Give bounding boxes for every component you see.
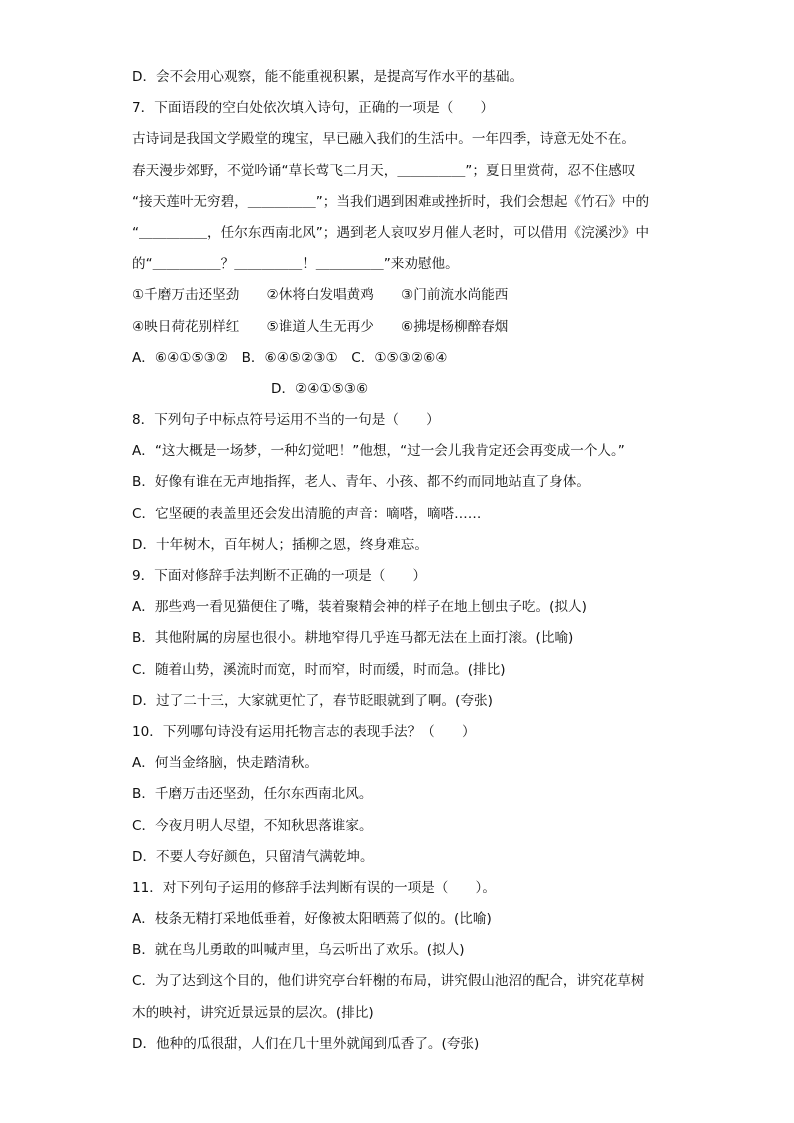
q11-option-d: D．他种的瓜很甜，人们在几十里外就闻到瓜香了。(夸张) <box>132 1035 480 1052</box>
q6-option-d: D．会不会用心观察，能不能重视积累，是提高写作水平的基础。 <box>132 69 524 85</box>
q10-stem: 10．下列哪句诗没有运用托物言志的表现手法？（ ） <box>132 723 476 740</box>
q11-stem: 11．对下列句子运用的修辞手法判断有误的一项是（ ）。 <box>132 879 496 896</box>
q11-option-c-line-2: 木的映衬，讲究近景远景的层次。(排比) <box>132 1004 374 1021</box>
q9-option-d: D．过了二十三，大家就更忙了，春节眨眼就到了啊。(夸张) <box>132 692 493 709</box>
q7-passage-line-3: “接天莲叶无穷碧，＿＿＿＿＿”；当我们遇到困难或挫折时，我们会想起《竹石》中的 <box>132 193 650 210</box>
q10-option-b: B．千磨万击还坚劲，任尔东西南北风。 <box>132 786 373 803</box>
q7-passage-line-1: 古诗词是我国文学殿堂的瑰宝，早已融入我们的生活中。一年四季，诗意无处不在。 <box>132 131 635 148</box>
q8-option-c: C．它坚硬的表盖里还会发出清脆的声音：嘀嗒，嘀嗒…… <box>132 505 482 522</box>
q8-option-d: D．十年树木，百年树人；插柳之恩，终身难忘。 <box>132 536 428 553</box>
q9-option-b: B．其他附属的房屋也很小。耕地窄得几乎连马都无法在上面打滚。(比喻) <box>132 630 574 647</box>
q11-option-a: A．枝条无精打采地低垂着，好像被太阳晒蔫了似的。(比喻) <box>132 911 492 928</box>
q9-option-c: C．随着山势，溪流时而宽，时而窄，时而缓，时而急。(排比) <box>132 661 506 678</box>
q7-passage-line-5: 的“＿＿＿＿＿？＿＿＿＿＿！＿＿＿＿＿”来劝慰他。 <box>132 256 459 273</box>
q10-option-a: A．何当金络脑，快走踏清秋。 <box>132 755 319 772</box>
q8-stem: 8．下列句子中标点符号运用不当的一句是（ ） <box>132 412 440 429</box>
q10-option-c: C．今夜月明人尽望，不知秋思落谁家。 <box>132 817 373 834</box>
q7-poem-options-row-1: ①千磨万击还坚劲 ②休将白发唱黄鸡 ③门前流水尚能西 <box>132 287 509 304</box>
q7-choices-abc: A．⑥④①⑤③② B．⑥④⑤②③① C．①⑤③②⑥④ <box>132 349 448 366</box>
q7-poem-options-row-2: ④映日荷花别样红 ⑤谁道人生无再少 ⑥拂堤杨柳醉春烟 <box>132 318 509 335</box>
q7-stem: 7．下面语段的空白处依次填入诗句，正确的一项是（ ） <box>132 100 495 117</box>
q7-passage-line-4: “＿＿＿＿＿，任尔东西南北风”；遇到老人哀叹岁月催人老时，可以借用《浣溪沙》中 <box>132 224 650 241</box>
q8-option-b: B．好像有谁在无声地指挥，老人、青年、小孩、都不约而同地站直了身体。 <box>132 474 590 491</box>
q7-passage-line-2: 春天漫步郊野，不觉吟诵“草长莺飞二月天，＿＿＿＿＿”；夏日里赏荷，忍不住感叹 <box>132 162 636 179</box>
q9-stem: 9．下面对修辞手法判断不正确的一项是（ ） <box>132 568 427 584</box>
question-content <box>132 62 672 1060</box>
q7-choice-d: D．②④①⑤③⑥ <box>271 380 369 397</box>
q8-option-a: A．“这大概是一场梦，一种幻觉吧！”他想，“过一会儿我肯定还会再变成一个人。” <box>132 443 625 460</box>
q11-option-b: B．就在鸟儿勇敢的叫喊声里，乌云听出了欢乐。(拟人) <box>132 942 465 959</box>
q9-option-a: A．那些鸡一看见猫便住了嘴，装着聚精会神的样子在地上刨虫子吃。(拟人) <box>132 599 587 616</box>
q11-option-c-line-1: C．为了达到这个目的，他们讲究亭台轩榭的布局，讲究假山池沼的配合，讲究花草树 <box>132 973 645 990</box>
q10-option-d: D．不要人夸好颜色，只留清气满乾坤。 <box>132 848 374 865</box>
